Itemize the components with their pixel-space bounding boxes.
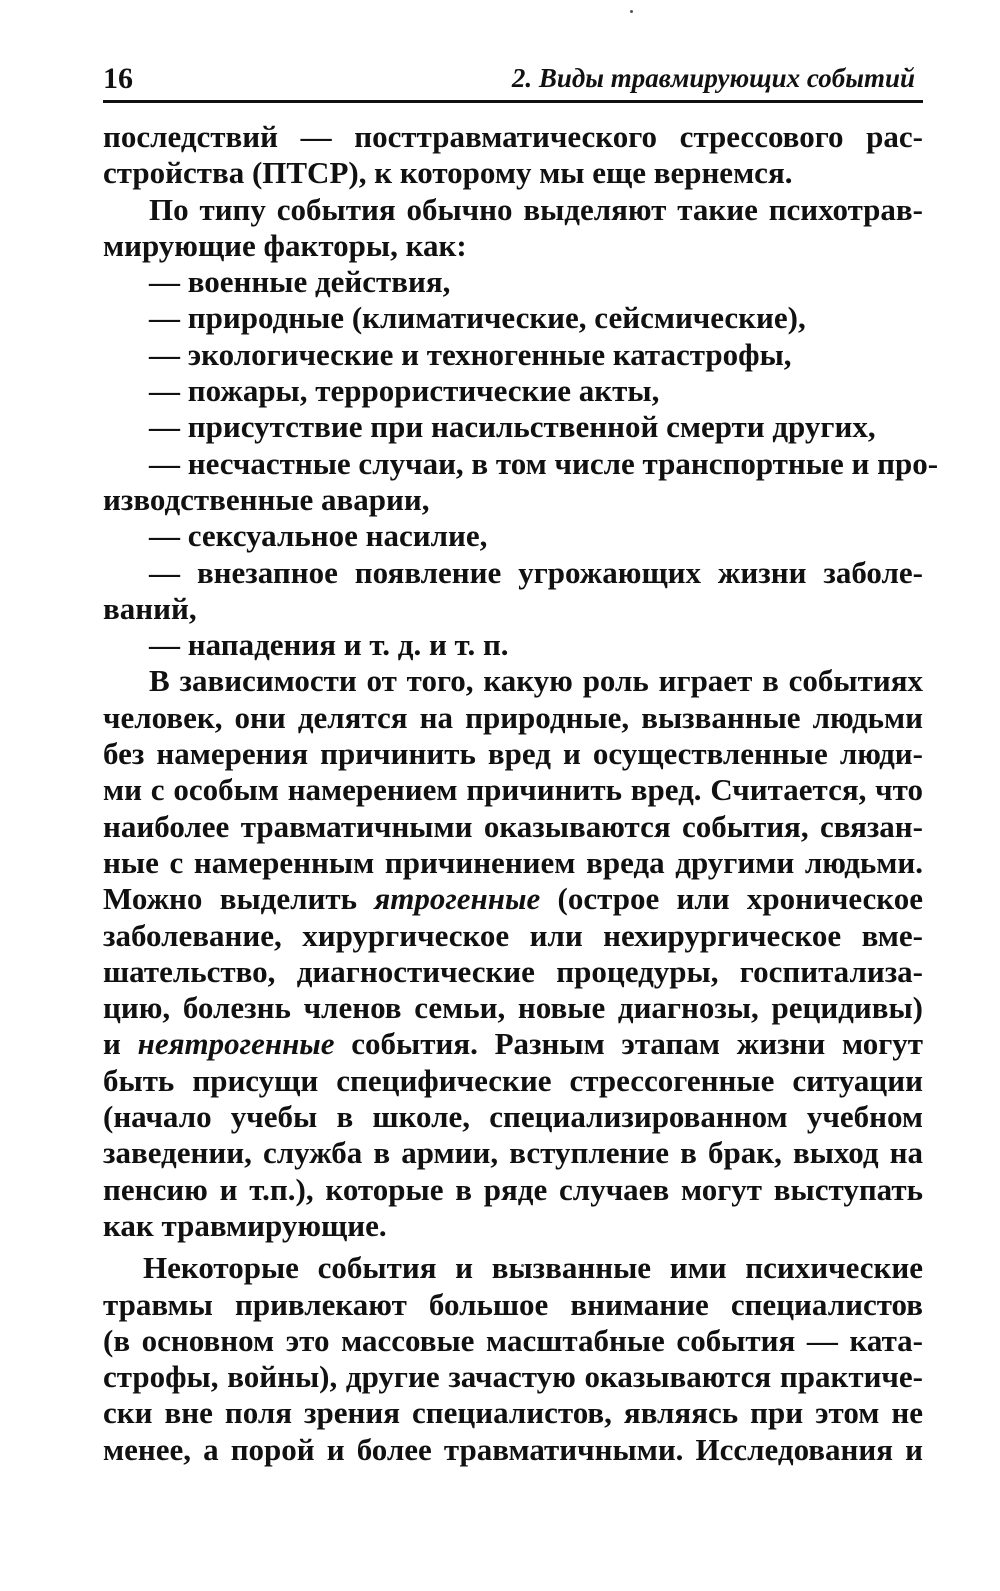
page-header: [103, 60, 923, 103]
text-line: наиболее травматичными оказываются события, связан-: [103, 808, 923, 844]
paragraph-start-line: По типу события обычно выделяют такие психотрав-: [149, 191, 923, 227]
text-line: мирующие факторы, как:: [103, 227, 467, 263]
list-item-continuation: изводственные аварии,: [103, 481, 430, 517]
text-line: последствий — посттравматического стрессового рас-: [103, 119, 923, 154]
running-title: 2. Виды травмирующих событий: [511, 63, 915, 93]
list-item: — внезапное появление угрожающих жизни заболе-: [149, 554, 923, 590]
scan-speck: [630, 10, 633, 13]
list-item: — нападения и т. д. и т. п.: [149, 627, 509, 663]
body-text: [103, 119, 939, 1468]
emphasized-term: ятрогенные: [374, 881, 541, 917]
list-item: — природные (климатические, сейсмические),: [149, 300, 806, 336]
text-segment: события. Разным этапам жизни могут: [334, 1026, 923, 1062]
text-line: [103, 1026, 923, 1062]
paragraph-start-line: В зависимости от того, какую роль играет в событиях: [149, 663, 923, 699]
list-item: — несчастные случаи, в том числе транспортные и про-: [149, 445, 939, 481]
list-item: — присутствие при насильственной смерти других,: [149, 409, 876, 445]
text-line: менее, а порой и более травматичными. Исследования и: [103, 1431, 923, 1467]
text-line: (начало учебы в школе, специализированном учебном: [103, 1099, 923, 1135]
list-item-continuation: ваний,: [103, 590, 197, 626]
page-number: 16: [103, 62, 133, 95]
text-line: ные с намеренным причинением вреда другими людьми.: [103, 844, 923, 880]
text-line: (в основном это массовые масштабные события — ката-: [103, 1322, 923, 1358]
text-line: шательство, диагностические процедуры, госпитализа-: [103, 953, 923, 989]
emphasized-term: неятрогенные: [137, 1026, 335, 1062]
text-line: как травмирующие.: [103, 1207, 387, 1243]
text-segment: Можно выделить: [103, 881, 375, 917]
text-line: пенсию и т.п.), которые в ряде случаев могут выступать: [103, 1171, 923, 1207]
text-line: быть присущи специфические стрессогенные ситуации: [103, 1062, 923, 1098]
text-line: строфы, войны), другие зачастую оказываются практиче-: [103, 1359, 923, 1395]
text-segment: (острое или хроническое: [540, 881, 923, 917]
text-line: ми с особым намерением причинить вред. Считается, что: [103, 772, 923, 808]
list-item: — экологические и техногенные катастрофы,: [149, 336, 792, 372]
text-line: заведении, служба в армии, вступление в брак, выход на: [103, 1135, 923, 1171]
book-page: [103, 60, 939, 1468]
paragraph-start-line: Некоторые события и вызванные ими психические: [143, 1250, 923, 1286]
text-line: цию, болезнь членов семьи, новые диагнозы, рецидивы): [103, 990, 923, 1026]
text-line: ски вне поля зрения специалистов, являясь при этом не: [103, 1395, 923, 1431]
text-line: [103, 881, 923, 917]
text-line: стройства (ПТСР), к которому мы еще вернемся.: [103, 155, 793, 191]
list-item: — военные действия,: [149, 264, 451, 300]
text-segment: и: [103, 1026, 138, 1062]
text-line: травмы привлекают большое внимание специалистов: [103, 1286, 923, 1322]
list-item: — сексуальное насилие,: [149, 518, 488, 554]
text-line: заболевание, хирургическое или нехирургическое вме-: [103, 917, 923, 953]
text-line: человек, они делятся на природные, вызванные людьми: [103, 699, 923, 735]
list-item: — пожары, террористические акты,: [149, 373, 660, 409]
text-line: без намерения причинить вред и осуществленные люди-: [103, 736, 923, 772]
